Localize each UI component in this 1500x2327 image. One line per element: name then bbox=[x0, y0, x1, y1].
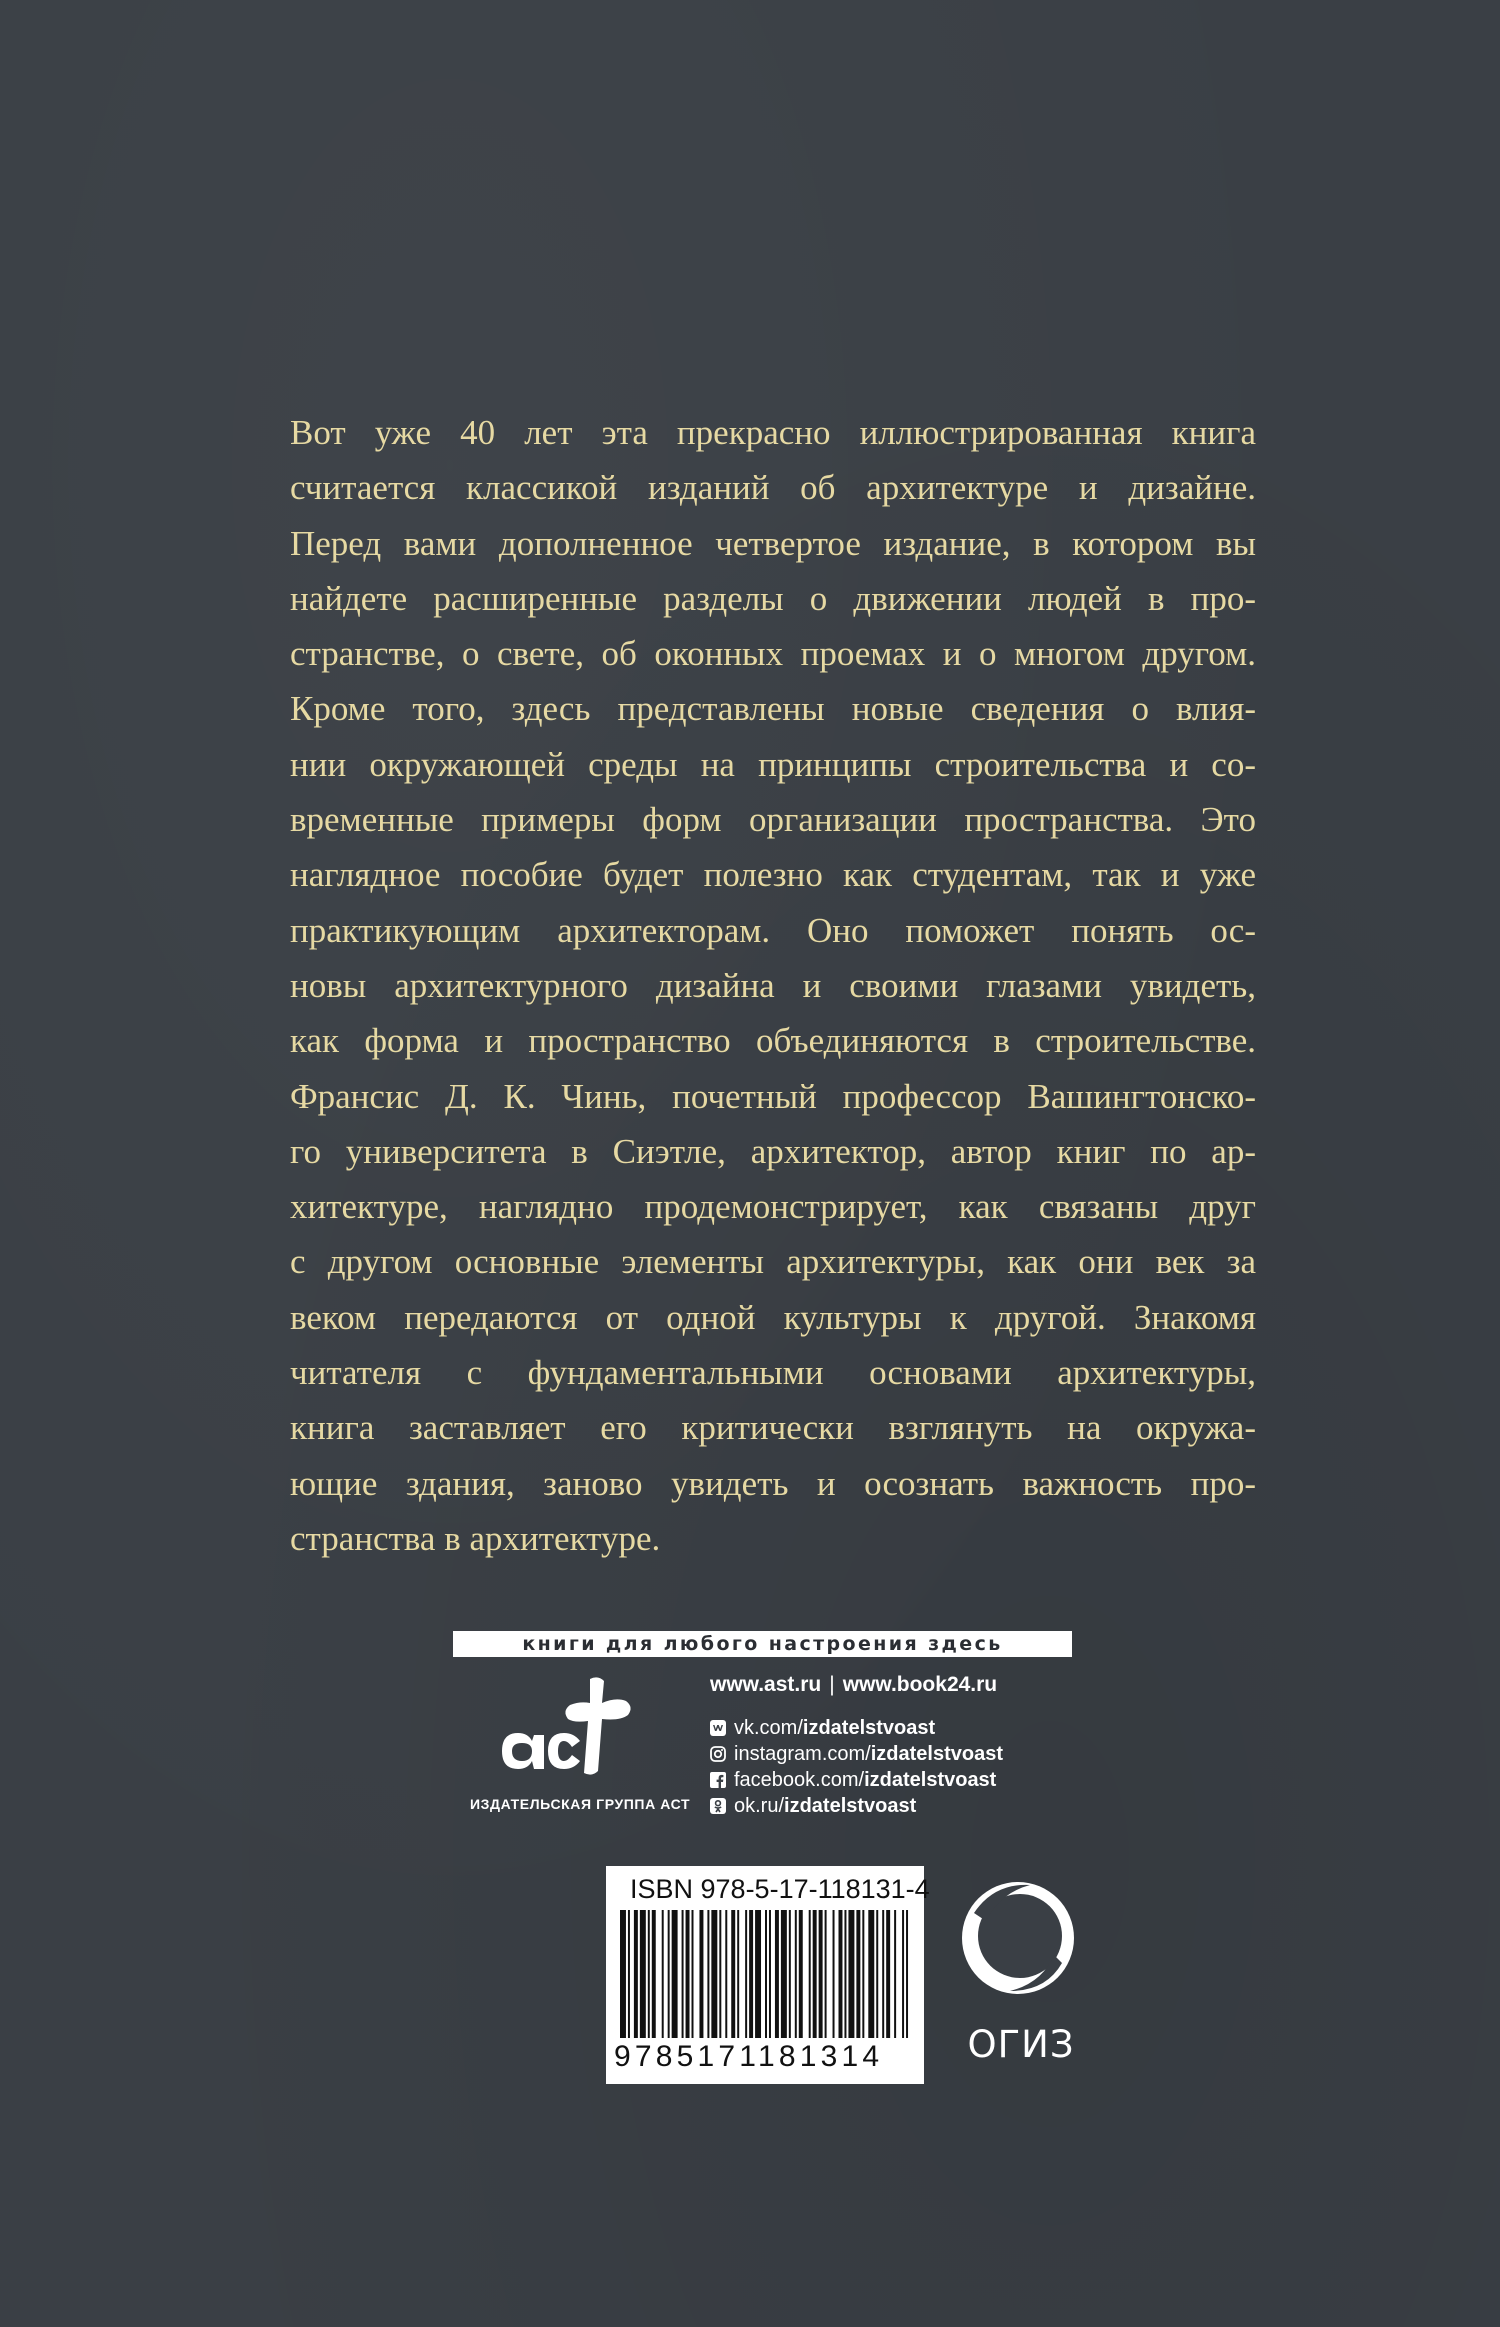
annotation-line: Перед вами дополненное четвертое издание, в котором вы bbox=[290, 523, 1256, 563]
social-prefix: vk.com/ bbox=[734, 1716, 803, 1739]
annotation-line: с другом основные элементы архитектуры, как они век за bbox=[290, 1242, 1256, 1282]
barcode-bar bbox=[825, 1910, 827, 2038]
social-handle: izdatelstvoast bbox=[870, 1742, 1003, 1765]
barcode-bar bbox=[882, 1910, 884, 2038]
social-handle: izdatelstvoast bbox=[802, 1716, 936, 1739]
barcode-bar bbox=[876, 1910, 878, 2038]
annotation-text bbox=[290, 405, 1256, 1566]
barcode-bar bbox=[839, 1910, 843, 2038]
barcode-bar bbox=[620, 1910, 626, 2038]
annotation-line: ющие здания, заново увидеть и осознать важность про- bbox=[290, 1463, 1256, 1503]
barcode-bar bbox=[819, 1910, 823, 2038]
barcode-bar bbox=[755, 1910, 761, 2038]
barcode-bar bbox=[686, 1910, 690, 2038]
barcode-bar bbox=[886, 1910, 890, 2038]
barcode-bar bbox=[725, 1910, 727, 2038]
annotation-line: найдете расширенные разделы о движении людей в про- bbox=[290, 578, 1256, 618]
annotation-line: временные примеры форм организации пространства. Это bbox=[290, 800, 1256, 840]
social-row-odnoklassniki[interactable] bbox=[710, 1793, 1003, 1819]
barcode-bar bbox=[795, 1910, 797, 2038]
annotation-line: наглядное пособие будет полезно как студентам, так и уже bbox=[290, 855, 1256, 895]
barcode-bar bbox=[731, 1910, 735, 2038]
social-handle: izdatelstvoast bbox=[784, 1794, 917, 1817]
publisher-caption: ИЗДАТЕЛЬСКАЯ ГРУППА АСТ bbox=[470, 1796, 691, 1812]
annotation-line: Франсис Д. К. Чинь, почетный профессор Вашингтонско- bbox=[290, 1076, 1256, 1116]
social-links bbox=[710, 1715, 1003, 1819]
annotation-line: го университета в Сиэтле, архитектор, автор книг по ар- bbox=[290, 1131, 1256, 1171]
vk-icon bbox=[710, 1720, 726, 1736]
social-handle: izdatelstvoast bbox=[864, 1768, 997, 1791]
site-link-book24[interactable]: www.book24.ru bbox=[842, 1673, 998, 1696]
social-prefix: instagram.com/ bbox=[734, 1742, 871, 1765]
barcode-bar bbox=[634, 1910, 638, 2038]
annotation-line: читателя с фундаментальными основами архитектуры, bbox=[290, 1353, 1256, 1393]
barcode-bar bbox=[707, 1910, 709, 2038]
instagram-icon bbox=[710, 1746, 726, 1762]
facebook-icon bbox=[710, 1772, 726, 1788]
annotation-line: считается классикой изданий об архитектуре и дизайне. bbox=[290, 468, 1256, 508]
barcode-bar bbox=[894, 1910, 896, 2038]
barcode-bar bbox=[648, 1910, 650, 2038]
link-separator: | bbox=[829, 1673, 835, 1696]
barcode-bar bbox=[711, 1910, 717, 2038]
barcode-bar bbox=[668, 1910, 670, 2038]
barcode-bar bbox=[749, 1910, 753, 2038]
annotation-line: веком передаются от одной культуры к другой. Знакомя bbox=[290, 1297, 1256, 1337]
odnoklassniki-icon bbox=[710, 1798, 726, 1814]
barcode-bar bbox=[813, 1910, 817, 2038]
ast-logo bbox=[498, 1675, 658, 1780]
barcode-bar bbox=[765, 1910, 767, 2038]
barcode-bar bbox=[745, 1910, 747, 2038]
social-row-instagram[interactable] bbox=[710, 1741, 1003, 1767]
annotation-line: новы архитектурного дизайна и своими глазами увидеть, bbox=[290, 965, 1256, 1005]
social-row-vk[interactable] bbox=[710, 1715, 1003, 1741]
barcode-bar bbox=[628, 1910, 630, 2038]
social-prefix: ok.ru/ bbox=[734, 1794, 785, 1817]
social-row-facebook[interactable] bbox=[710, 1767, 1003, 1793]
isbn-block bbox=[606, 1866, 930, 2084]
barcode-bar bbox=[844, 1910, 846, 2038]
barcode bbox=[620, 1910, 912, 2038]
annotation-line: Кроме того, здесь представлены новые сведения о влия- bbox=[290, 689, 1256, 729]
barcode-bar bbox=[652, 1910, 656, 2038]
barcode-bar bbox=[775, 1910, 779, 2038]
barcode-bar bbox=[789, 1910, 791, 2038]
barcode-bar bbox=[868, 1910, 874, 2038]
barcode-bar bbox=[848, 1910, 854, 2038]
barcode-bar bbox=[862, 1910, 864, 2038]
barcode-bar bbox=[902, 1910, 904, 2038]
isbn-label: ISBN 978-5-17-118131-4 bbox=[630, 1874, 930, 1904]
barcode-bar bbox=[662, 1910, 664, 2038]
barcode-bar bbox=[856, 1910, 860, 2038]
annotation-line: практикующим архитекторам. Оно поможет понять ос- bbox=[290, 910, 1256, 950]
barcode-bar bbox=[769, 1910, 771, 2038]
barcode-bar bbox=[799, 1910, 803, 2038]
annotation-line: книга заставляет его критически взглянуть на окружа- bbox=[290, 1408, 1256, 1448]
site-link-ast[interactable]: www.ast.ru bbox=[710, 1673, 822, 1696]
slogan-banner: книги для любого настроения здесь bbox=[453, 1631, 1072, 1657]
barcode-digits: 9785171181314 bbox=[614, 2040, 884, 2073]
imprint-caption: ОГИЗ bbox=[967, 2023, 1075, 2066]
annotation-line: как форма и пространство объединяются в строительстве. bbox=[290, 1021, 1256, 1061]
barcode-bar bbox=[737, 1910, 739, 2038]
social-prefix: facebook.com/ bbox=[734, 1768, 865, 1791]
ogiz-logo bbox=[954, 1875, 1084, 2000]
annotation-line: странства в архитектуре. bbox=[290, 1518, 661, 1558]
barcode-bar bbox=[640, 1910, 646, 2038]
barcode-bar bbox=[682, 1910, 684, 2038]
annotation-line: Вот уже 40 лет эта прекрасно иллюстрированная книга bbox=[290, 413, 1256, 452]
annotation-line: странстве, о свете, об оконных проемах и о многом другом. bbox=[290, 634, 1256, 674]
barcode-bar bbox=[719, 1910, 721, 2038]
barcode-bar bbox=[833, 1910, 835, 2038]
barcode-bar bbox=[809, 1910, 811, 2038]
barcode-bar bbox=[692, 1910, 694, 2038]
barcode-bar bbox=[672, 1910, 678, 2038]
barcode-bar bbox=[699, 1910, 703, 2038]
barcode-bar bbox=[906, 1910, 908, 2038]
annotation-line: нии окружающей среды на принципы строительства и со- bbox=[290, 744, 1256, 784]
annotation-line: хитектуре, наглядно продемонстрирует, как связаны друг bbox=[290, 1187, 1256, 1227]
web-links bbox=[710, 1673, 997, 1697]
barcode-bar bbox=[781, 1910, 787, 2038]
